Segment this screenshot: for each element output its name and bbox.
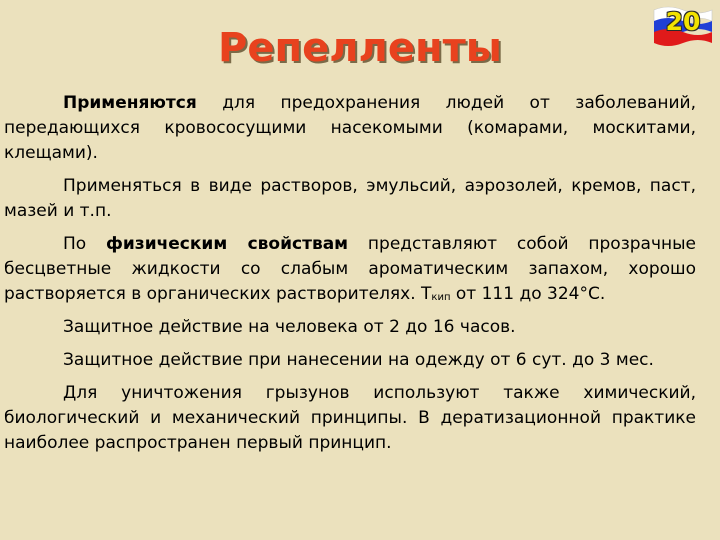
paragraph-forms — [4, 174, 696, 224]
slide-number: 20 — [665, 7, 701, 36]
paragraph-usage-bold: Применяются — [63, 93, 197, 113]
paragraph-duration-clothing — [4, 348, 696, 373]
paragraph-duration-clothing-text: Защитное действие при нанесении на одежду от 6 сут. до 3 мес. — [63, 350, 654, 370]
paragraph-properties-lead: По — [63, 234, 107, 254]
boiling-point-subscript: кип — [431, 292, 451, 303]
slide-title: Репелленты — [218, 25, 502, 71]
paragraph-duration-human — [4, 315, 696, 340]
slide-body — [4, 91, 696, 464]
paragraph-properties-bold: физическим свойствам — [106, 234, 349, 254]
paragraph-properties — [4, 232, 696, 307]
paragraph-usage-text: для предохранения людей от заболеваний, передающихся кровососущими насекомыми (комарами, москитами, клещами). — [4, 93, 696, 163]
paragraph-properties-text: представляют собой прозрачные бесцветные жидкости со слабым ароматическим запахом, хорошо растворяется в органических растворителях. — [4, 234, 696, 304]
paragraph-forms-text: Применяться в виде растворов, эмульсий, аэрозолей, кремов, паст, мазей и т.п. — [4, 176, 696, 221]
paragraph-rodents-text: Для уничтожения грызунов используют также химический, биологический и механический принципы. В дератизационной практике наиболее распространен первый принцип. — [4, 383, 696, 453]
paragraph-duration-human-text: Защитное действие на человека от 2 до 16 часов. — [63, 317, 516, 337]
boiling-point-range: от 111 до 324°С. — [450, 284, 606, 304]
boiling-point-symbol: Т — [421, 284, 432, 304]
paragraph-rodents — [4, 381, 696, 456]
paragraph-usage — [4, 91, 696, 166]
